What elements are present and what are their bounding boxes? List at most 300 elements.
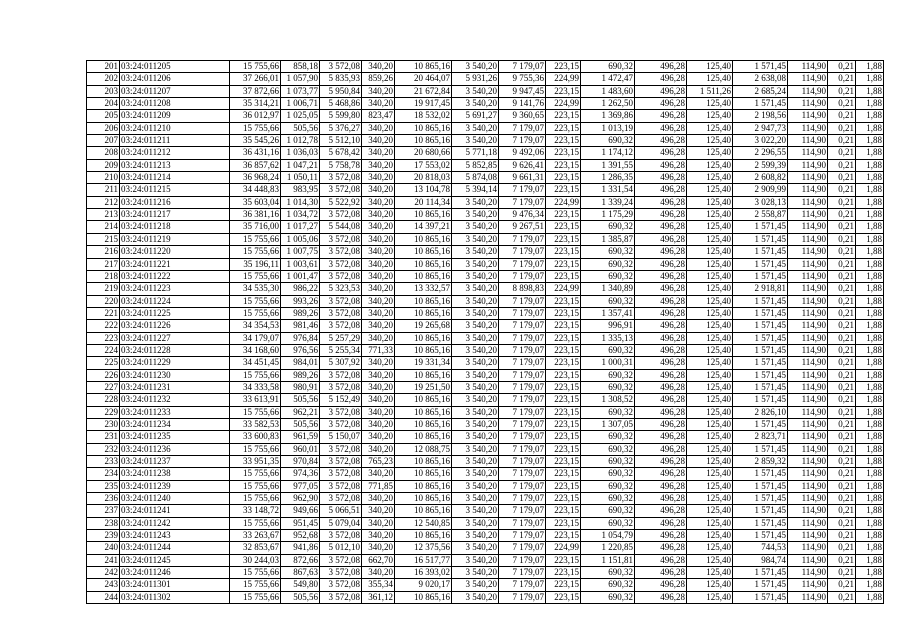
- table-cell: 1 057,90: [281, 73, 320, 85]
- table-cell: 223,15: [546, 85, 581, 97]
- table-cell: 505,56: [281, 122, 320, 134]
- table-cell: 229: [87, 406, 120, 418]
- table-cell: 12 540,85: [395, 517, 452, 529]
- table-cell: 223,15: [546, 184, 581, 196]
- table-cell: 496,28: [635, 258, 687, 270]
- table-cell: 986,22: [281, 283, 320, 295]
- table-cell: 0,21: [828, 209, 856, 221]
- table-cell: 3 540,20: [452, 98, 499, 110]
- table-row: [87, 307, 884, 319]
- table-cell: 690,32: [581, 381, 635, 393]
- table-cell: 1 262,50: [581, 98, 635, 110]
- table-cell: 16 393,02: [395, 567, 452, 579]
- table-cell: 1 571,45: [733, 480, 788, 492]
- table-cell: 03:24:011233: [120, 406, 230, 418]
- table-cell: 1,88: [856, 406, 884, 418]
- table-cell: 1 308,52: [581, 394, 635, 406]
- table-cell: 1,88: [856, 172, 884, 184]
- table-cell: 1 571,45: [733, 307, 788, 319]
- table-cell: 340,20: [362, 98, 395, 110]
- table-cell: 340,20: [362, 246, 395, 258]
- table-cell: 496,28: [635, 493, 687, 505]
- table-row: [87, 172, 884, 184]
- table-cell: 1,88: [856, 320, 884, 332]
- table-row: [87, 98, 884, 110]
- table-cell: 125,40: [687, 320, 733, 332]
- table-cell: 496,28: [635, 98, 687, 110]
- table-cell: 1 006,71: [281, 98, 320, 110]
- table-cell: 30 244,03: [230, 554, 281, 566]
- table-cell: 212: [87, 196, 120, 208]
- table-cell: 7 179,07: [499, 505, 546, 517]
- table-cell: 5 691,27: [452, 110, 499, 122]
- table-cell: 0,21: [828, 85, 856, 97]
- table-cell: 8 898,83: [499, 283, 546, 295]
- table-cell: 10 865,16: [395, 369, 452, 381]
- table-cell: 690,32: [581, 493, 635, 505]
- table-cell: 9 267,51: [499, 221, 546, 233]
- table-cell: 1 339,24: [581, 196, 635, 208]
- table-cell: 2 685,24: [733, 85, 788, 97]
- table-cell: 3 572,08: [320, 369, 362, 381]
- table-cell: 3 540,20: [452, 517, 499, 529]
- table-cell: 13 104,78: [395, 184, 452, 196]
- table-cell: 03:24:011217: [120, 209, 230, 221]
- table-cell: 1 571,45: [733, 505, 788, 517]
- table-cell: 15 755,66: [230, 468, 281, 480]
- table-cell: 223,15: [546, 270, 581, 282]
- table-cell: 114,90: [788, 307, 828, 319]
- table-cell: 1,88: [856, 542, 884, 554]
- table-cell: 201: [87, 61, 120, 73]
- table-cell: 223,15: [546, 431, 581, 443]
- table-cell: 3 572,08: [320, 418, 362, 430]
- table-cell: 1 012,78: [281, 135, 320, 147]
- table-cell: 867,63: [281, 567, 320, 579]
- table-cell: 1,88: [856, 110, 884, 122]
- table-cell: 1 151,81: [581, 554, 635, 566]
- table-cell: 496,28: [635, 196, 687, 208]
- table-cell: 5 255,34: [320, 344, 362, 356]
- table-cell: 7 179,07: [499, 332, 546, 344]
- table-cell: 496,28: [635, 221, 687, 233]
- table-cell: 10 865,16: [395, 295, 452, 307]
- table-cell: 1 286,35: [581, 172, 635, 184]
- table-cell: 223,15: [546, 233, 581, 245]
- table-row: [87, 320, 884, 332]
- table-cell: 03:24:011235: [120, 431, 230, 443]
- table-cell: 114,90: [788, 542, 828, 554]
- table-cell: 15 755,66: [230, 567, 281, 579]
- table-row: [87, 468, 884, 480]
- table-cell: 03:24:011245: [120, 554, 230, 566]
- table-cell: 10 865,16: [395, 209, 452, 221]
- table-cell: 2 296,55: [733, 147, 788, 159]
- table-cell: 226: [87, 369, 120, 381]
- table-cell: 9 020,17: [395, 579, 452, 591]
- table-cell: 37 872,66: [230, 85, 281, 97]
- table-cell: 213: [87, 209, 120, 221]
- table-cell: 223,15: [546, 394, 581, 406]
- table-cell: 3 572,08: [320, 493, 362, 505]
- table-cell: 20 464,07: [395, 73, 452, 85]
- table-cell: 03:24:011211: [120, 135, 230, 147]
- table-cell: 0,21: [828, 184, 856, 196]
- table-cell: 976,84: [281, 332, 320, 344]
- table-cell: 114,90: [788, 468, 828, 480]
- table-cell: 1 003,61: [281, 258, 320, 270]
- table-cell: 7 179,07: [499, 381, 546, 393]
- table-cell: 2 947,73: [733, 122, 788, 134]
- table-cell: 114,90: [788, 431, 828, 443]
- table-cell: 125,40: [687, 579, 733, 591]
- table-cell: 496,28: [635, 357, 687, 369]
- table-cell: 125,40: [687, 221, 733, 233]
- table-cell: 13 332,57: [395, 283, 452, 295]
- table-cell: 7 179,07: [499, 295, 546, 307]
- table-cell: 496,28: [635, 480, 687, 492]
- table-cell: 7 179,07: [499, 542, 546, 554]
- table-cell: 223,15: [546, 159, 581, 171]
- table-cell: 36 857,62: [230, 159, 281, 171]
- table-cell: 3 540,20: [452, 406, 499, 418]
- table-cell: 1,88: [856, 554, 884, 566]
- table-cell: 5 758,78: [320, 159, 362, 171]
- table-cell: 7 179,07: [499, 270, 546, 282]
- table-cell: 03:24:011239: [120, 480, 230, 492]
- table-cell: 962,90: [281, 493, 320, 505]
- table-cell: 3 540,20: [452, 443, 499, 455]
- table-cell: 3 572,08: [320, 307, 362, 319]
- table-cell: 496,28: [635, 406, 687, 418]
- table-row: [87, 332, 884, 344]
- table-cell: 690,32: [581, 61, 635, 73]
- table-cell: 125,40: [687, 307, 733, 319]
- table-cell: 496,28: [635, 332, 687, 344]
- table-cell: 03:24:011236: [120, 443, 230, 455]
- table-row: [87, 542, 884, 554]
- table-cell: 5 323,53: [320, 283, 362, 295]
- table-cell: 114,90: [788, 505, 828, 517]
- table-cell: 980,91: [281, 381, 320, 393]
- table-cell: 690,32: [581, 135, 635, 147]
- table-cell: 239: [87, 530, 120, 542]
- table-cell: 204: [87, 98, 120, 110]
- table-cell: 222: [87, 320, 120, 332]
- table-cell: 496,28: [635, 270, 687, 282]
- table-cell: 3 540,20: [452, 369, 499, 381]
- table-cell: 125,40: [687, 209, 733, 221]
- table-cell: 233: [87, 456, 120, 468]
- table-cell: 5 079,04: [320, 517, 362, 529]
- table-cell: 114,90: [788, 122, 828, 134]
- table-cell: 114,90: [788, 369, 828, 381]
- table-cell: 1,88: [856, 357, 884, 369]
- table-cell: 340,20: [362, 184, 395, 196]
- table-cell: 1 034,72: [281, 209, 320, 221]
- table-row: [87, 184, 884, 196]
- table-cell: 355,34: [362, 579, 395, 591]
- table-cell: 03:24:011232: [120, 394, 230, 406]
- table-cell: 2 558,87: [733, 209, 788, 221]
- table-cell: 10 865,16: [395, 505, 452, 517]
- table-cell: 981,46: [281, 320, 320, 332]
- table-cell: 0,21: [828, 456, 856, 468]
- table-cell: 3 540,20: [452, 505, 499, 517]
- table-row: [87, 221, 884, 233]
- table-cell: 37 266,01: [230, 73, 281, 85]
- table-cell: 5 771,18: [452, 147, 499, 159]
- table-cell: 1,88: [856, 283, 884, 295]
- table-cell: 114,90: [788, 406, 828, 418]
- table-cell: 223,15: [546, 493, 581, 505]
- table-cell: 0,21: [828, 394, 856, 406]
- table-row: [87, 147, 884, 159]
- table-cell: 1 014,30: [281, 196, 320, 208]
- table-cell: 224,99: [546, 73, 581, 85]
- table-cell: 19 917,45: [395, 98, 452, 110]
- spreadsheet-page: [86, 60, 884, 604]
- table-cell: 1,88: [856, 480, 884, 492]
- table-cell: 223,15: [546, 172, 581, 184]
- table-cell: 340,20: [362, 135, 395, 147]
- table-cell: 125,40: [687, 357, 733, 369]
- table-cell: 15 755,66: [230, 493, 281, 505]
- table-cell: 114,90: [788, 85, 828, 97]
- table-cell: 5 874,08: [452, 172, 499, 184]
- table-row: [87, 61, 884, 73]
- table-cell: 223,15: [546, 122, 581, 134]
- table-cell: 7 179,07: [499, 344, 546, 356]
- table-cell: 243: [87, 579, 120, 591]
- table-cell: 977,05: [281, 480, 320, 492]
- table-cell: 03:24:011228: [120, 344, 230, 356]
- table-cell: 03:24:011219: [120, 233, 230, 245]
- table-cell: 3 540,20: [452, 270, 499, 282]
- table-cell: 125,40: [687, 468, 733, 480]
- table-row: [87, 406, 884, 418]
- table-cell: 205: [87, 110, 120, 122]
- table-cell: 690,32: [581, 270, 635, 282]
- table-cell: 19 265,68: [395, 320, 452, 332]
- table-cell: 03:24:011231: [120, 381, 230, 393]
- table-cell: 03:24:011244: [120, 542, 230, 554]
- table-cell: 0,21: [828, 135, 856, 147]
- table-cell: 0,21: [828, 443, 856, 455]
- table-cell: 496,28: [635, 542, 687, 554]
- table-cell: 223,15: [546, 246, 581, 258]
- table-cell: 36 431,16: [230, 147, 281, 159]
- table-row: [87, 258, 884, 270]
- table-row: [87, 493, 884, 505]
- table-cell: 984,01: [281, 357, 320, 369]
- table-cell: 7 179,07: [499, 493, 546, 505]
- table-cell: 5 950,84: [320, 85, 362, 97]
- table-cell: 20 818,03: [395, 172, 452, 184]
- table-cell: 10 865,16: [395, 406, 452, 418]
- table-cell: 3 540,20: [452, 456, 499, 468]
- table-cell: 125,40: [687, 530, 733, 542]
- table-cell: 7 179,07: [499, 591, 546, 603]
- table-cell: 1,88: [856, 344, 884, 356]
- table-cell: 125,40: [687, 110, 733, 122]
- table-row: [87, 567, 884, 579]
- table-cell: 03:24:011205: [120, 61, 230, 73]
- table-cell: 36 968,24: [230, 172, 281, 184]
- table-cell: 3 540,20: [452, 431, 499, 443]
- table-cell: 974,36: [281, 468, 320, 480]
- table-cell: 224,99: [546, 283, 581, 295]
- table-cell: 114,90: [788, 233, 828, 245]
- table-cell: 0,21: [828, 270, 856, 282]
- table-cell: 125,40: [687, 332, 733, 344]
- table-cell: 17 553,02: [395, 159, 452, 171]
- table-cell: 03:24:011207: [120, 85, 230, 97]
- table-cell: 7 179,07: [499, 246, 546, 258]
- table-cell: 340,20: [362, 468, 395, 480]
- table-cell: 970,84: [281, 456, 320, 468]
- table-cell: 114,90: [788, 591, 828, 603]
- table-row: [87, 209, 884, 221]
- table-cell: 223,15: [546, 456, 581, 468]
- table-cell: 5 012,10: [320, 542, 362, 554]
- table-cell: 3 572,08: [320, 480, 362, 492]
- table-cell: 1,88: [856, 591, 884, 603]
- table-row: [87, 418, 884, 430]
- table-cell: 114,90: [788, 172, 828, 184]
- table-cell: 223,15: [546, 381, 581, 393]
- table-cell: 340,20: [362, 159, 395, 171]
- table-cell: 223,15: [546, 357, 581, 369]
- table-cell: 03:24:011237: [120, 456, 230, 468]
- table-cell: 03:24:011241: [120, 505, 230, 517]
- table-cell: 125,40: [687, 172, 733, 184]
- table-cell: 949,66: [281, 505, 320, 517]
- table-cell: 125,40: [687, 517, 733, 529]
- table-cell: 223,15: [546, 517, 581, 529]
- table-cell: 208: [87, 147, 120, 159]
- table-cell: 33 600,83: [230, 431, 281, 443]
- table-cell: 690,32: [581, 591, 635, 603]
- table-cell: 496,28: [635, 246, 687, 258]
- table-cell: 209: [87, 159, 120, 171]
- table-cell: 1 220,85: [581, 542, 635, 554]
- table-cell: 18 532,02: [395, 110, 452, 122]
- table-cell: 1,88: [856, 530, 884, 542]
- table-cell: 496,28: [635, 209, 687, 221]
- table-cell: 225: [87, 357, 120, 369]
- table-cell: 2 638,08: [733, 73, 788, 85]
- table-cell: 125,40: [687, 184, 733, 196]
- table-cell: 1 391,55: [581, 159, 635, 171]
- table-cell: 872,66: [281, 554, 320, 566]
- table-cell: 340,20: [362, 85, 395, 97]
- table-cell: 1,88: [856, 332, 884, 344]
- table-cell: 15 755,66: [230, 122, 281, 134]
- table-cell: 340,20: [362, 394, 395, 406]
- table-cell: 15 755,66: [230, 406, 281, 418]
- table-cell: 0,21: [828, 122, 856, 134]
- table-cell: 34 333,58: [230, 381, 281, 393]
- table-cell: 244: [87, 591, 120, 603]
- table-cell: 03:24:011221: [120, 258, 230, 270]
- table-cell: 1 571,45: [733, 381, 788, 393]
- table-cell: 5 599,80: [320, 110, 362, 122]
- table-cell: 0,21: [828, 431, 856, 443]
- table-cell: 114,90: [788, 493, 828, 505]
- table-cell: 3 540,20: [452, 530, 499, 542]
- table-cell: 3 540,20: [452, 233, 499, 245]
- table-row: [87, 122, 884, 134]
- table-cell: 340,20: [362, 221, 395, 233]
- table-cell: 496,28: [635, 61, 687, 73]
- table-cell: 125,40: [687, 542, 733, 554]
- table-cell: 223,15: [546, 554, 581, 566]
- table-cell: 1 571,45: [733, 221, 788, 233]
- table-cell: 7 179,07: [499, 135, 546, 147]
- table-cell: 496,28: [635, 320, 687, 332]
- table-cell: 223,15: [546, 110, 581, 122]
- table-cell: 3 540,20: [452, 542, 499, 554]
- table-cell: 1 571,45: [733, 344, 788, 356]
- table-cell: 7 179,07: [499, 357, 546, 369]
- table-row: [87, 530, 884, 542]
- table-cell: 114,90: [788, 135, 828, 147]
- table-cell: 3 540,20: [452, 394, 499, 406]
- table-cell: 03:24:011227: [120, 332, 230, 344]
- table-cell: 03:24:011302: [120, 591, 230, 603]
- table-cell: 3 540,20: [452, 122, 499, 134]
- table-cell: 223,15: [546, 344, 581, 356]
- table-cell: 114,90: [788, 357, 828, 369]
- table-row: [87, 505, 884, 517]
- table-cell: 0,21: [828, 332, 856, 344]
- table-cell: 993,26: [281, 295, 320, 307]
- table-cell: 1,88: [856, 394, 884, 406]
- table-cell: 230: [87, 418, 120, 430]
- table-cell: 10 865,16: [395, 344, 452, 356]
- table-cell: 3 540,20: [452, 221, 499, 233]
- table-cell: 33 613,91: [230, 394, 281, 406]
- table-cell: 5 150,07: [320, 431, 362, 443]
- table-cell: 690,32: [581, 221, 635, 233]
- table-cell: 340,20: [362, 320, 395, 332]
- table-cell: 340,20: [362, 172, 395, 184]
- table-cell: 223,15: [546, 418, 581, 430]
- table-cell: 03:24:011213: [120, 159, 230, 171]
- table-cell: 223,15: [546, 406, 581, 418]
- table-cell: 3 572,08: [320, 320, 362, 332]
- table-cell: 340,20: [362, 295, 395, 307]
- table-cell: 0,21: [828, 517, 856, 529]
- table-cell: 19 251,50: [395, 381, 452, 393]
- table-cell: 690,32: [581, 258, 635, 270]
- table-cell: 16 517,77: [395, 554, 452, 566]
- table-cell: 1 331,54: [581, 184, 635, 196]
- table-cell: 1 013,19: [581, 122, 635, 134]
- table-cell: 114,90: [788, 209, 828, 221]
- table-cell: 496,28: [635, 394, 687, 406]
- table-cell: 215: [87, 233, 120, 245]
- table-body: [87, 61, 884, 604]
- table-cell: 690,32: [581, 369, 635, 381]
- table-cell: 340,20: [362, 307, 395, 319]
- table-cell: 0,21: [828, 147, 856, 159]
- table-cell: 1 007,75: [281, 246, 320, 258]
- table-cell: 3 540,20: [452, 61, 499, 73]
- table-cell: 3 572,08: [320, 567, 362, 579]
- table-cell: 983,95: [281, 184, 320, 196]
